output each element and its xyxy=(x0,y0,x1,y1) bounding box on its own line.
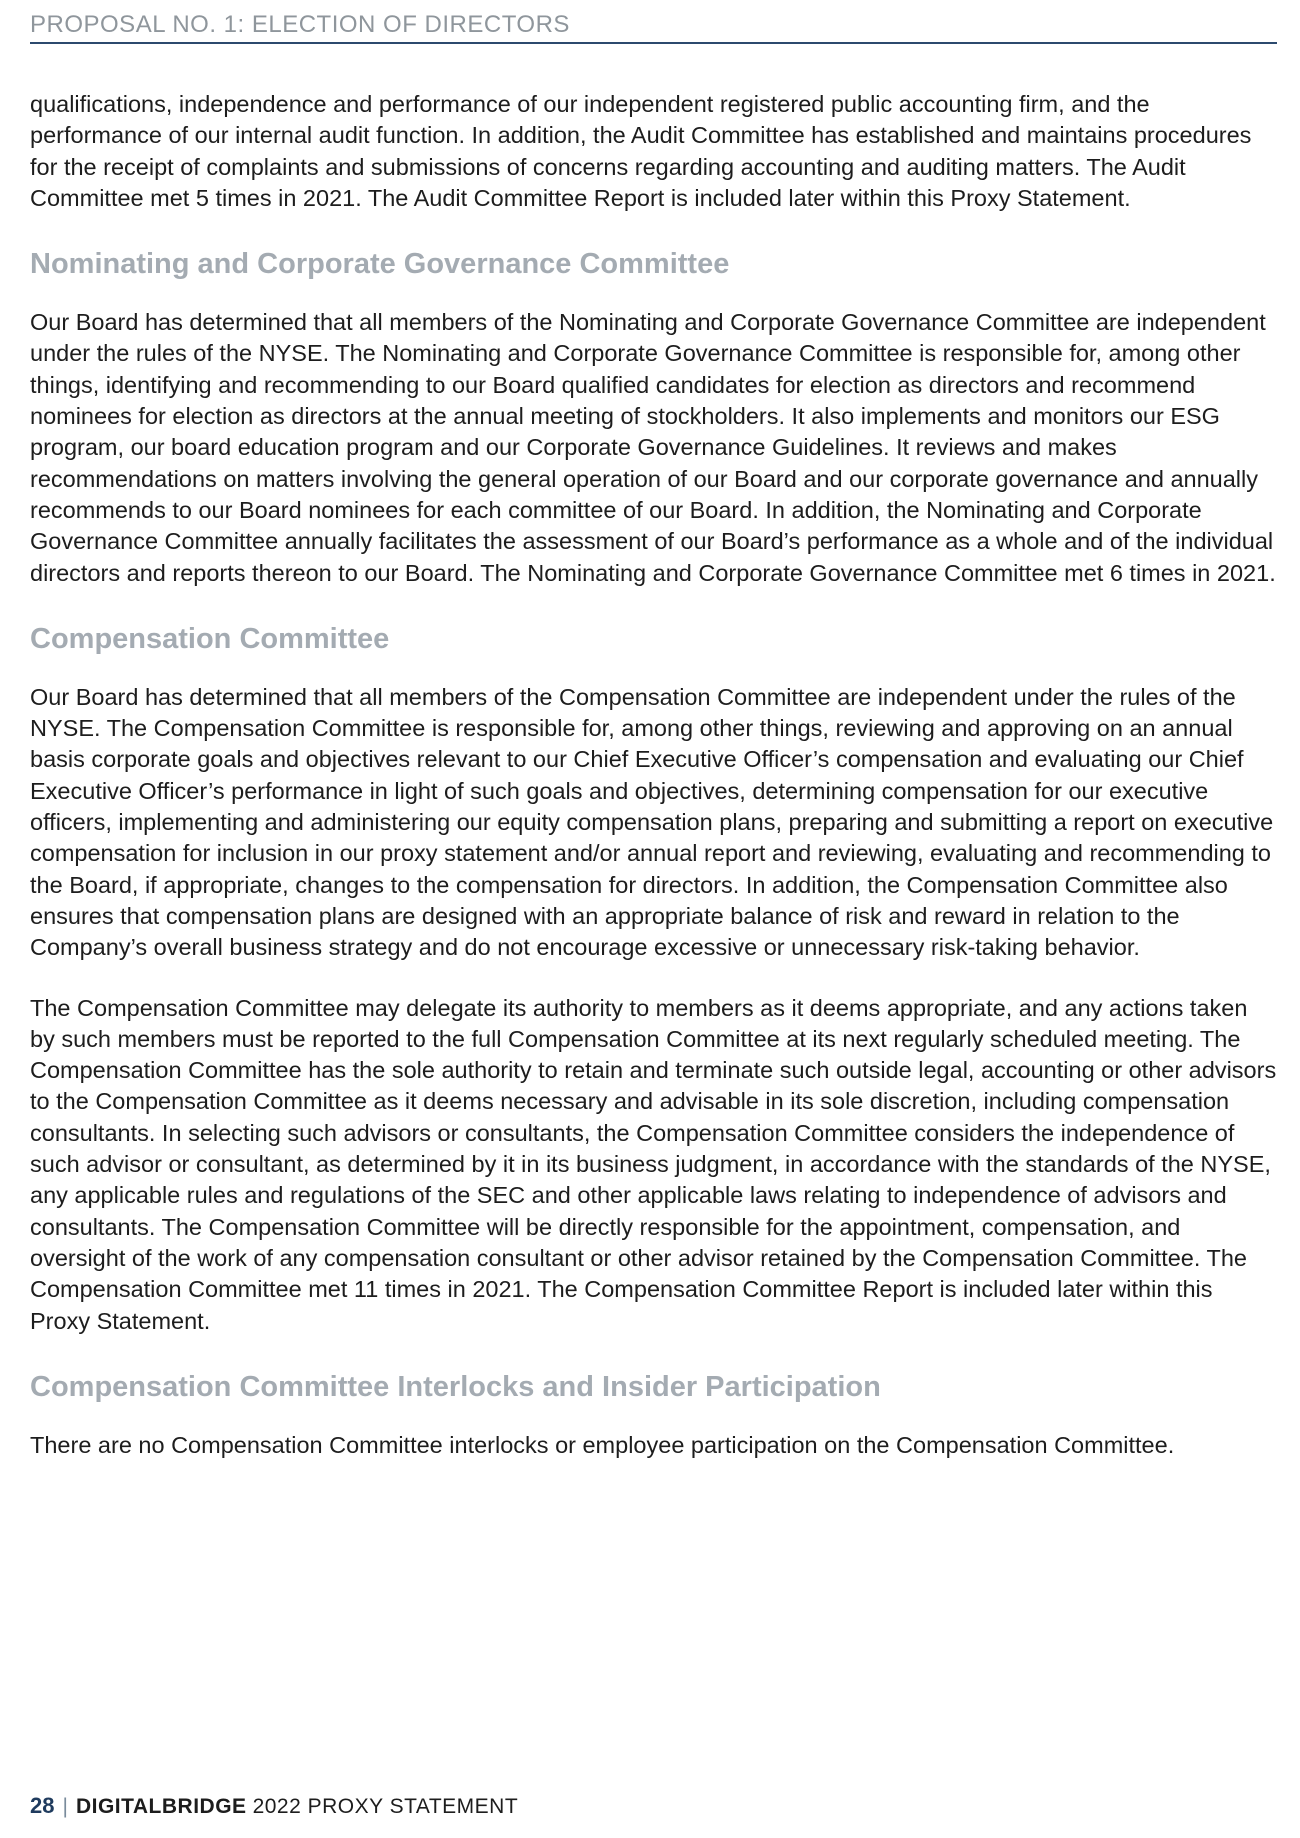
company-name: DIGITALBRIDGE xyxy=(75,1795,247,1818)
page-footer xyxy=(30,1793,518,1820)
nominating-committee-heading: Nominating and Corporate Governance Committee xyxy=(30,248,730,281)
compensation-committee-paragraph-2: The Compensation Committee may delegate its authority to members as it deems appropriate, and any actions taken by such members must be reported to the full Compensation Committee at its next regularly scheduled meeting. The Compensation Committee has the sole authority to retain and terminate such outside legal, accounting or other advisors to the Compensation Committee as it deems necessary and advisable in its sole discretion, including compensation consultants. In selecting such advisors or consultants, the Compensation Committee considers the independence of such advisor or consultant, as determined by it in its business judgment, in accordance with the standards of the NYSE, any applicable rules and regulations of the SEC and other applicable laws relating to independence of advisors and consultants. The Compensation Committee will be directly responsible for the appointment, compensation, and oversight of the work of any compensation consultant or other advisor retained by the Compensation Committee. The Compensation Committee met 11 times in 2021. The Compensation Committee Report is included later within this Proxy Statement. xyxy=(30,994,1277,1334)
interlocks-heading: Compensation Committee Interlocks and Insider Participation xyxy=(30,1370,881,1403)
interlocks-paragraph: There are no Compensation Committee interlocks or employee participation on the Compensation Committee. xyxy=(30,1431,1175,1458)
nominating-committee-paragraph: Our Board has determined that all members of the Nominating and Corporate Governance Committee are independent under the rules of the NYSE. The Nominating and Corporate Governance Committee is responsible for, among other things, identifying and recommending to our Board qualified candidates for election as directors and recommend nominees for election as directors at the annual meeting of stockholders. It also implements and monitors our ESG program, our board education program and our Corporate Governance Guidelines. It reviews and makes recommendations on matters involving the general operation of our Board and our corporate governance and annually recommends to our Board nominees for each committee of our Board. In addition, the Nominating and Corporate Governance Committee annually facilitates the assessment of our Board’s performance as a whole and of the individual directors and reports thereon to our Board. The Nominating and Corporate Governance Committee met 6 times in 2021. xyxy=(30,309,1276,586)
page-number: 28 xyxy=(30,1793,55,1818)
section-title: PROPOSAL NO. 1: ELECTION OF DIRECTORS xyxy=(30,11,570,38)
audit-committee-paragraph: qualifications, independence and performance of our independent registered public accounting firm, and the performance of our internal audit function. In addition, the Audit Committee has established and maintains procedures for the receipt of complaints and submissions of concerns regarding accounting and auditing matters. The Audit Committee met 5 times in 2021. The Audit Committee Report is included later within this Proxy Statement. xyxy=(30,91,1252,211)
footer-separator: | xyxy=(62,1795,68,1818)
document-name: 2022 PROXY STATEMENT xyxy=(252,1795,519,1818)
compensation-committee-heading: Compensation Committee xyxy=(30,622,390,655)
page-header xyxy=(30,10,1277,44)
main-content xyxy=(30,89,1277,1461)
compensation-committee-paragraph-1: Our Board has determined that all members of the Compensation Committee are independent under the rules of the NYSE. The Compensation Committee is responsible for, among other things, reviewing and approving on an annual basis corporate goals and objectives relevant to our Chief Executive Officer’s compensation and evaluating our Chief Executive Officer’s performance in light of such goals and objectives, determining compensation for our executive officers, implementing and administering our equity compensation plans, preparing and submitting a report on executive compensation for inclusion in our proxy statement and/or annual report and reviewing, evaluating and recommending to the Board, if appropriate, changes to the compensation for directors. In addition, the Compensation Committee also ensures that compensation plans are designed with an appropriate balance of risk and reward in relation to the Company’s overall business strategy and do not encourage excessive or unnecessary risk-taking behavior. xyxy=(30,683,1274,961)
